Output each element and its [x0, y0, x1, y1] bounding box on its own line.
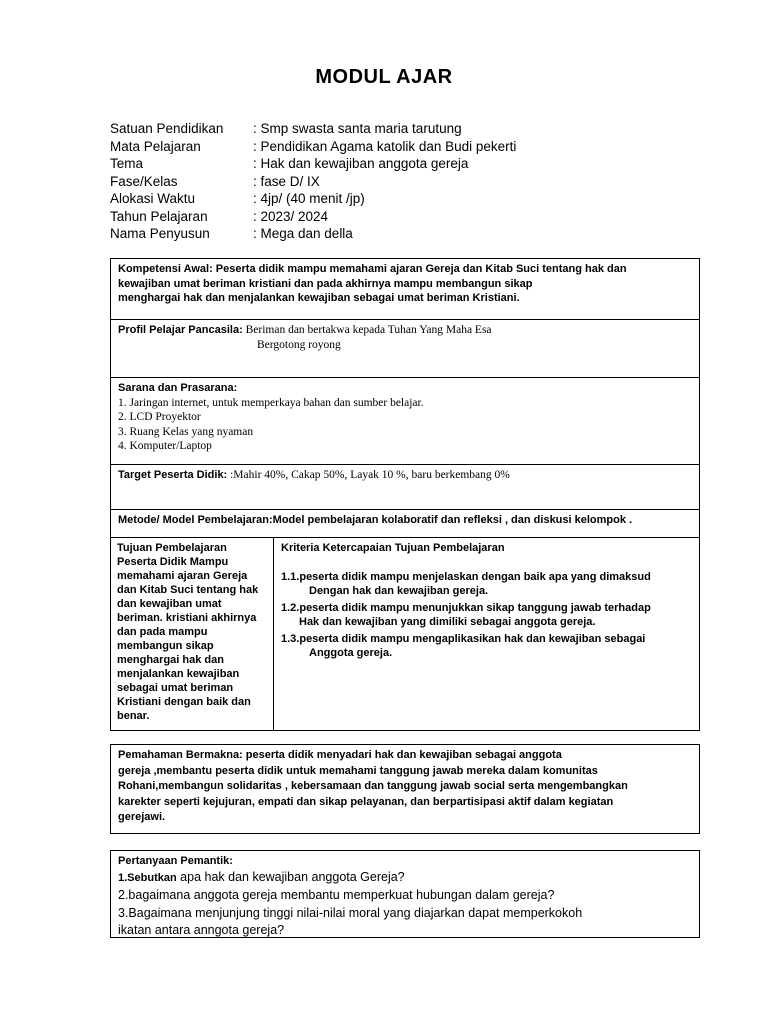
kriteria-line: 1.3.peserta didik mampu mengaplikasikan hak dan kewajiban sebagai [281, 632, 646, 645]
tujuan-line: Kristiani dengan baik dan [117, 696, 251, 708]
tujuan-line: benar. [117, 710, 150, 722]
meta-value: : 2023/ 2024 [253, 208, 329, 224]
meta-value: : 4jp/ (40 menit /jp) [253, 191, 365, 206]
profil-line [118, 323, 692, 338]
kriteria-line: Anggota gereja. [309, 647, 393, 659]
kriteria-line: 1.2.peserta didik mampu menunjukkan sikap tanggung jawab terhadap [281, 601, 651, 614]
meta-label: Mata Pelajaran [110, 138, 201, 154]
sarana-label: Sarana dan Prasarana: [118, 382, 238, 394]
tujuan-line: Peserta Didik Mampu [117, 556, 229, 568]
target-label: Target Peserta Didik: [118, 469, 228, 481]
pemantik-q1-bold: 1.Sebutkan [118, 871, 177, 884]
kriteria-item [281, 632, 692, 661]
main-table [110, 258, 700, 731]
pemantik-question: 2.bagaimana anggota gereja membantu memperkuat hubungan dalam gereja? [118, 888, 555, 902]
sarana-item: 2. LCD Proyektor [118, 411, 201, 423]
sarana-item: 4. Komputer/Laptop [118, 440, 212, 452]
tujuan-line: dan pada mampu [117, 626, 208, 638]
kompetensi-line: kewajiban umat beriman kristiani dan pada akhirnya mampu membangun sikap [118, 277, 533, 290]
meta-label: Tema [110, 156, 144, 171]
kriteria-line: Dengan hak dan kewajiban gereja. [309, 585, 489, 597]
meta-label: Nama Penyusun [110, 226, 210, 241]
document-meta [110, 120, 710, 243]
sarana-item: 1. Jaringan internet, untuk memperkaya bahan dan sumber belajar. [118, 396, 424, 409]
profil-pelajar-cell [111, 320, 699, 378]
pemantik-question [118, 869, 692, 888]
pemantik-question: ikatan antara anngota gereja? [118, 923, 285, 937]
meta-label: Fase/Kelas [110, 173, 178, 189]
kriteria-item [281, 570, 692, 599]
tujuan-line: menghargai hak dan [117, 654, 224, 666]
meta-row [110, 138, 710, 156]
meta-label: Tahun Pelajaran [110, 208, 208, 224]
pertanyaan-pemantik-box [110, 850, 700, 938]
target-value: :Mahir 40%, Cakap 50%, Layak 10 %, baru berkembang 0% [227, 469, 510, 481]
kompetensi-line: menghargai hak dan menjalankan kewajiban sebagai umat beriman Kristiani. [118, 292, 520, 304]
pemahaman-cell [111, 745, 699, 830]
pemahaman-line: Pemahaman Bermakna: peserta didik menyadari hak dan kewajiban sebagai anggota [118, 749, 562, 761]
tujuan-line: dan kewajiban umat [117, 598, 222, 610]
meta-value: : Hak dan kewajiban anggota gereja [253, 156, 469, 171]
kriteria-title: Kriteria Ketercapaian Tujuan Pembelajaran [281, 542, 505, 554]
tujuan-cell [111, 538, 699, 730]
kompetensi-line [118, 262, 692, 277]
meta-value: : Pendidikan Agama katolik dan Budi pekerti [253, 138, 517, 154]
pemantik-question: 3.Bagaimana menjunjung tinggi nilai-nilai moral yang diajarkan dapat memperkokoh [118, 905, 583, 920]
meta-label: Satuan Pendidikan [110, 121, 224, 136]
kriteria-line: Hak dan kewajiban yang dimiliki sebagai anggota gereja. [299, 616, 596, 628]
profil-label: Profil Pelajar Pancasila: [118, 324, 243, 336]
tujuan-line: Tujuan Pembelajaran [117, 542, 227, 554]
metode-value: Model pembelajaran kolaboratif dan refleksi , dan diskusi kelompok . [272, 514, 633, 526]
page-title: MODUL AJAR [315, 66, 453, 88]
kriteria-item [281, 601, 692, 630]
pemahaman-line: gereja ,membantu peserta didik untuk memahami tanggung jawab mereka dalam komunitas [118, 764, 598, 777]
metode-cell [111, 510, 699, 538]
tujuan-pembelajaran-column [111, 538, 274, 730]
pemantik-label: Pertanyaan Pemantik: [118, 855, 233, 867]
kriteria-line: 1.1.peserta didik mampu menjelaskan dengan baik apa yang dimaksud [281, 570, 651, 583]
meta-row [110, 225, 710, 243]
meta-row [110, 173, 710, 191]
kompetensi-label: Kompetensi Awal: [118, 263, 213, 275]
meta-value: : Mega dan della [253, 226, 353, 241]
pemantik-cell [111, 851, 699, 944]
meta-label: Alokasi Waktu [110, 191, 196, 206]
pemahaman-bermakna-box [110, 744, 700, 834]
meta-row [110, 120, 710, 138]
metode-label: Metode/ Model Pembelajaran: [118, 514, 273, 526]
sarana-prasarana-cell [111, 378, 699, 465]
kompetensi-awal-cell [111, 259, 699, 320]
meta-row [110, 190, 710, 208]
pemantik-q1-text: apa hak dan kewajiban anggota Gereja? [176, 869, 405, 884]
tujuan-line: dan Kitab Suci tentang hak [117, 584, 259, 596]
tujuan-line: sebagai umat beriman [117, 682, 234, 694]
tujuan-line: menjalankan kewajiban [117, 668, 240, 680]
meta-value: : fase D/ IX [253, 173, 320, 189]
tujuan-line: beriman. kristiani akhirnya [117, 612, 257, 624]
profil-value-2: Bergotong royong [257, 338, 341, 351]
meta-row [110, 155, 710, 173]
target-peserta-cell [111, 465, 699, 510]
profil-value: Beriman dan bertakwa kepada Tuhan Yang Maha Esa [242, 324, 492, 336]
meta-row [110, 208, 710, 226]
tujuan-line: memahami ajaran Gereja [117, 570, 248, 582]
tujuan-line: membangun sikap [117, 640, 214, 652]
kriteria-column [274, 538, 699, 730]
pemahaman-line: gerejawi. [118, 811, 166, 823]
pemahaman-line: karekter seperti kejujuran, empati dan sikap pelayanan, dan berpartisipasi aktif dalam kegiatan [118, 795, 614, 808]
pemahaman-line: Rohani,membangun solidaritas , kebersamaan dan tanggung jawab social serta mengembangkan [118, 780, 628, 792]
kompetensi-text: Peserta didik mampu memahami ajaran Gereja dan Kitab Suci tentang hak dan [212, 263, 627, 275]
sarana-item: 3. Ruang Kelas yang nyaman [118, 425, 254, 438]
meta-value: : Smp swasta santa maria tarutung [253, 121, 462, 136]
